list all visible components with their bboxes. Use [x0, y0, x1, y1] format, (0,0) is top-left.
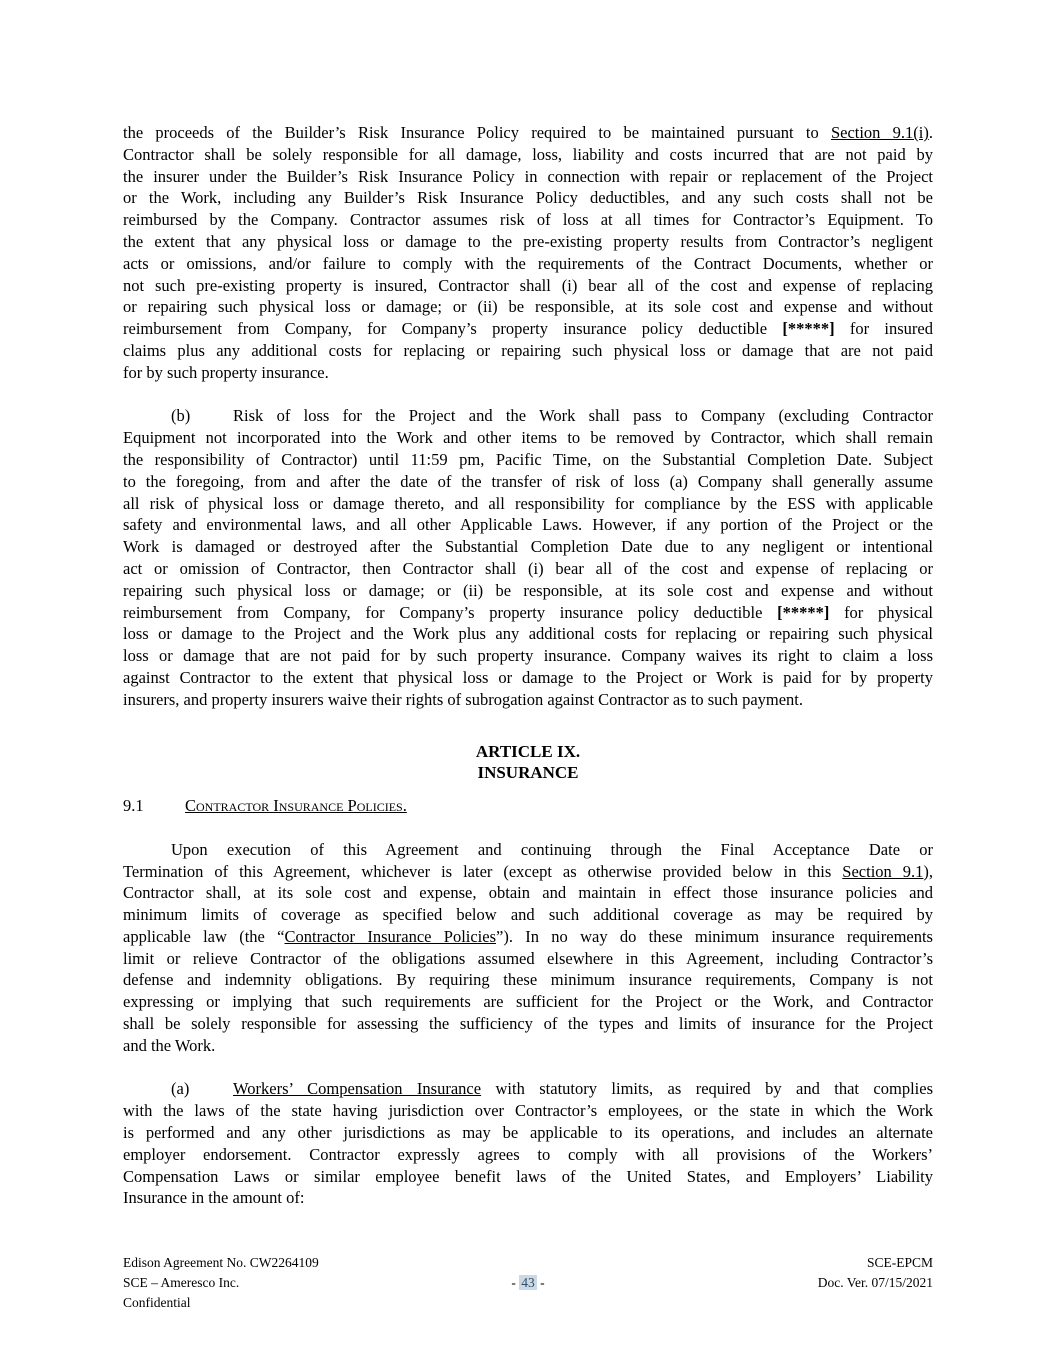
- text-run: for by such property insurance.: [123, 362, 329, 382]
- text-line: [123, 187, 933, 209]
- text-line: [123, 1078, 933, 1100]
- text-line: [123, 362, 933, 384]
- party-names: SCE – Ameresco Inc.: [123, 1275, 240, 1290]
- paragraph-continuation: [123, 122, 933, 384]
- text-run: to the foregoing, from and after the date of the transfer of risk of loss (a) Company shall generally assume: [123, 471, 933, 491]
- text-run: Contractor Insurance Policies: [284, 926, 497, 946]
- text-run: Contractor shall be solely responsible for all damage, loss, liability and costs incurred that are not paid by: [123, 144, 933, 164]
- text-line: [123, 1122, 933, 1144]
- text-run: the insurer under the Builder’s Risk Insurance Policy in connection with repair or replacement of the Project: [123, 166, 933, 186]
- doc-version: Doc. Ver. 07/15/2021: [817, 1275, 933, 1290]
- text-run: acts or omissions, and/or failure to comply with the requirements of the Contract Documents, whether or: [123, 253, 933, 273]
- text-line: [123, 427, 933, 449]
- section-number: 9.1: [123, 796, 144, 816]
- text-run: (b): [171, 406, 191, 426]
- text-run: Workers’ Compensation Insurance: [233, 1079, 482, 1099]
- agreement-number: Edison Agreement No. CW2264109: [123, 1255, 319, 1270]
- text-run: reimbursement from Company, for Company’s property insurance policy deductible: [123, 319, 783, 339]
- text-run: [*****]: [777, 602, 830, 622]
- text-run: is performed and any other jurisdictions as may be applicable to its operations, and includes an alternate: [123, 1123, 933, 1143]
- section-heading: [123, 795, 933, 817]
- text-line: [123, 340, 933, 362]
- text-line: [123, 645, 933, 667]
- paragraph-workers-comp: [123, 1078, 933, 1209]
- text-line: [123, 144, 933, 166]
- text-run: minimum limits of coverage as specified below and such additional coverage as may be required by: [123, 905, 933, 925]
- text-run: or the Work, including any Builder’s Risk Insurance Policy deductibles, and any such costs shall not be: [123, 188, 933, 208]
- text-line: [123, 623, 933, 645]
- text-run: with the laws of the state having jurisdiction over Contractor’s employees, or the state in which the Work: [123, 1101, 933, 1121]
- text-run: loss or damage that are not paid for by such property insurance. Company waives its right to claim a loss: [123, 646, 933, 666]
- doc-type: SCE-EPCM: [866, 1255, 933, 1270]
- text-run: Compensation Laws or similar employee benefit laws of the United States, and Employers’ Liability: [123, 1166, 933, 1186]
- text-run: Upon execution of this Agreement and continuing through the Final Acceptance Date or: [171, 839, 933, 859]
- footer-center: [123, 1273, 933, 1293]
- text-run: reimbursed by the Company. Contractor assumes risk of loss at all times for Contractor’s Equipment. To: [123, 210, 933, 230]
- article-heading: [123, 741, 933, 785]
- paragraph-upon-execution: [123, 839, 933, 1057]
- text-run: with statutory limits, as required by and that complies: [481, 1079, 933, 1099]
- text-run: loss or damage to the Project and the Work plus any additional costs for replacing or repairing such physical: [123, 624, 933, 644]
- text-run: defense and indemnity obligations. By requiring these minimum insurance requirements, Company is not: [123, 970, 933, 990]
- text-run: Insurance in the amount of:: [123, 1188, 305, 1208]
- text-run: shall be solely responsible for assessing the sufficiency of the types and limits of insurance for the Project: [123, 1014, 933, 1034]
- text-line: [123, 580, 933, 602]
- text-line: [123, 904, 933, 926]
- text-line: [123, 122, 933, 144]
- text-line: [123, 667, 933, 689]
- text-run: ),: [923, 861, 933, 881]
- section-title: Contractor Insurance Policies.: [185, 796, 407, 816]
- text-run: or repairing such physical loss or damage; or (ii) be responsible, at its sole cost and expense and without: [123, 297, 933, 317]
- text-line: [123, 861, 933, 883]
- text-line: [123, 493, 933, 515]
- text-run: all risk of physical loss or damage thereto, and all responsibility for compliance by the ESS with applicable: [123, 493, 933, 513]
- text-run: not such pre-existing property is insured, Contractor shall (i) bear all of the cost and expense of replacing: [123, 275, 933, 295]
- text-run: ”). In no way do these minimum insurance requirements: [496, 926, 933, 946]
- text-run: against Contractor to the extent that physical loss or damage to the Project or Work is paid for by property: [123, 667, 933, 687]
- text-run: insurers, and property insurers waive their rights of subrogation against Contractor as to such payment.: [123, 689, 804, 709]
- text-run: Section 9.1: [842, 861, 924, 881]
- text-line: [123, 166, 933, 188]
- text-run: claims plus any additional costs for replacing or repairing such physical loss or damage that are not paid: [123, 340, 933, 360]
- text-run: (a): [171, 1079, 190, 1099]
- text-run: the responsibility of Contractor) until 11:59 pm, Pacific Time, on the Substantial Completion Date. Subject: [123, 449, 933, 469]
- text-line: [123, 689, 933, 711]
- text-line: [123, 558, 933, 580]
- text-line: [123, 882, 933, 904]
- text-line: [123, 1100, 933, 1122]
- text-line: [123, 1144, 933, 1166]
- text-run: Termination of this Agreement, whichever is later (except as otherwise provided below in this: [123, 861, 843, 881]
- text-run: Section 9.1(i): [830, 123, 929, 142]
- text-run: for physical: [829, 602, 933, 622]
- text-run: expressing or implying that such requirements are sufficient for the Project or the Work, and Contractor: [123, 992, 933, 1012]
- text-line: [123, 991, 933, 1013]
- text-run: repairing such physical loss or damage; or (ii) be responsible, at its sole cost and expense and without: [123, 580, 933, 600]
- text-run: .: [928, 123, 933, 142]
- text-run: Contractor shall, at its sole cost and expense, obtain and maintain in effect those insurance policies and: [123, 883, 933, 903]
- confidential-label: Confidential: [123, 1295, 191, 1310]
- text-line: [123, 471, 933, 493]
- page-number-prefix: -: [511, 1275, 520, 1290]
- text-line: [123, 948, 933, 970]
- document-body: [123, 122, 933, 1231]
- text-line: [123, 253, 933, 275]
- text-run: and the Work.: [123, 1035, 216, 1055]
- text-run: act or omission of Contractor, then Contractor shall (i) bear all of the cost and expense of replacing or: [123, 558, 933, 578]
- text-run: reimbursement from Company, for Company’s property insurance policy deductible: [123, 602, 778, 622]
- page-number-suffix: -: [536, 1275, 545, 1290]
- text-line: [123, 839, 933, 861]
- text-line: [123, 602, 933, 624]
- text-line: [123, 318, 933, 340]
- text-line: [123, 449, 933, 471]
- text-line: [123, 1166, 933, 1188]
- text-line: [123, 1035, 933, 1057]
- text-line: [123, 1013, 933, 1035]
- text-run: applicable law (the “: [123, 926, 285, 946]
- text-run: [*****]: [782, 319, 835, 339]
- text-run: limit or relieve Contractor of the obligations assumed elsewhere in this Agreement, including Contractor’s: [123, 948, 933, 968]
- text-line: [123, 231, 933, 253]
- text-line: [123, 536, 933, 558]
- text-line: [123, 275, 933, 297]
- text-line: [123, 296, 933, 318]
- text-run: Risk of loss for the Project and the Work shall pass to Company (excluding Contractor: [233, 406, 933, 426]
- text-run: Equipment not incorporated into the Work and other items to be removed by Contractor, which shall remain: [123, 428, 933, 448]
- text-run: safety and environmental laws, and all other Applicable Laws. However, if any portion of the Project or the: [123, 515, 933, 535]
- text-line: [123, 926, 933, 948]
- text-run: the proceeds of the Builder’s Risk Insurance Policy required to be maintained pursuant to: [123, 123, 831, 142]
- text-run: for insured: [834, 319, 933, 339]
- article-number: ARTICLE IX.: [475, 741, 581, 761]
- text-line: [123, 405, 933, 427]
- text-line: [123, 969, 933, 991]
- article-title: INSURANCE: [477, 763, 579, 783]
- text-line: [123, 514, 933, 536]
- text-run: employer endorsement. Contractor expressly agrees to comply with all provisions of the Workers’: [123, 1144, 933, 1164]
- text-run: the extent that any physical loss or damage to the pre-existing property results from Contractor’s negligent: [123, 231, 933, 251]
- footer-right: [818, 1253, 933, 1293]
- text-run: Work is damaged or destroyed after the Substantial Completion Date due to any negligent or intentional: [123, 537, 933, 557]
- page-number: 43: [521, 1275, 535, 1290]
- paragraph-risk-of-loss: [123, 405, 933, 710]
- text-line: [123, 1187, 933, 1209]
- text-line: [123, 209, 933, 231]
